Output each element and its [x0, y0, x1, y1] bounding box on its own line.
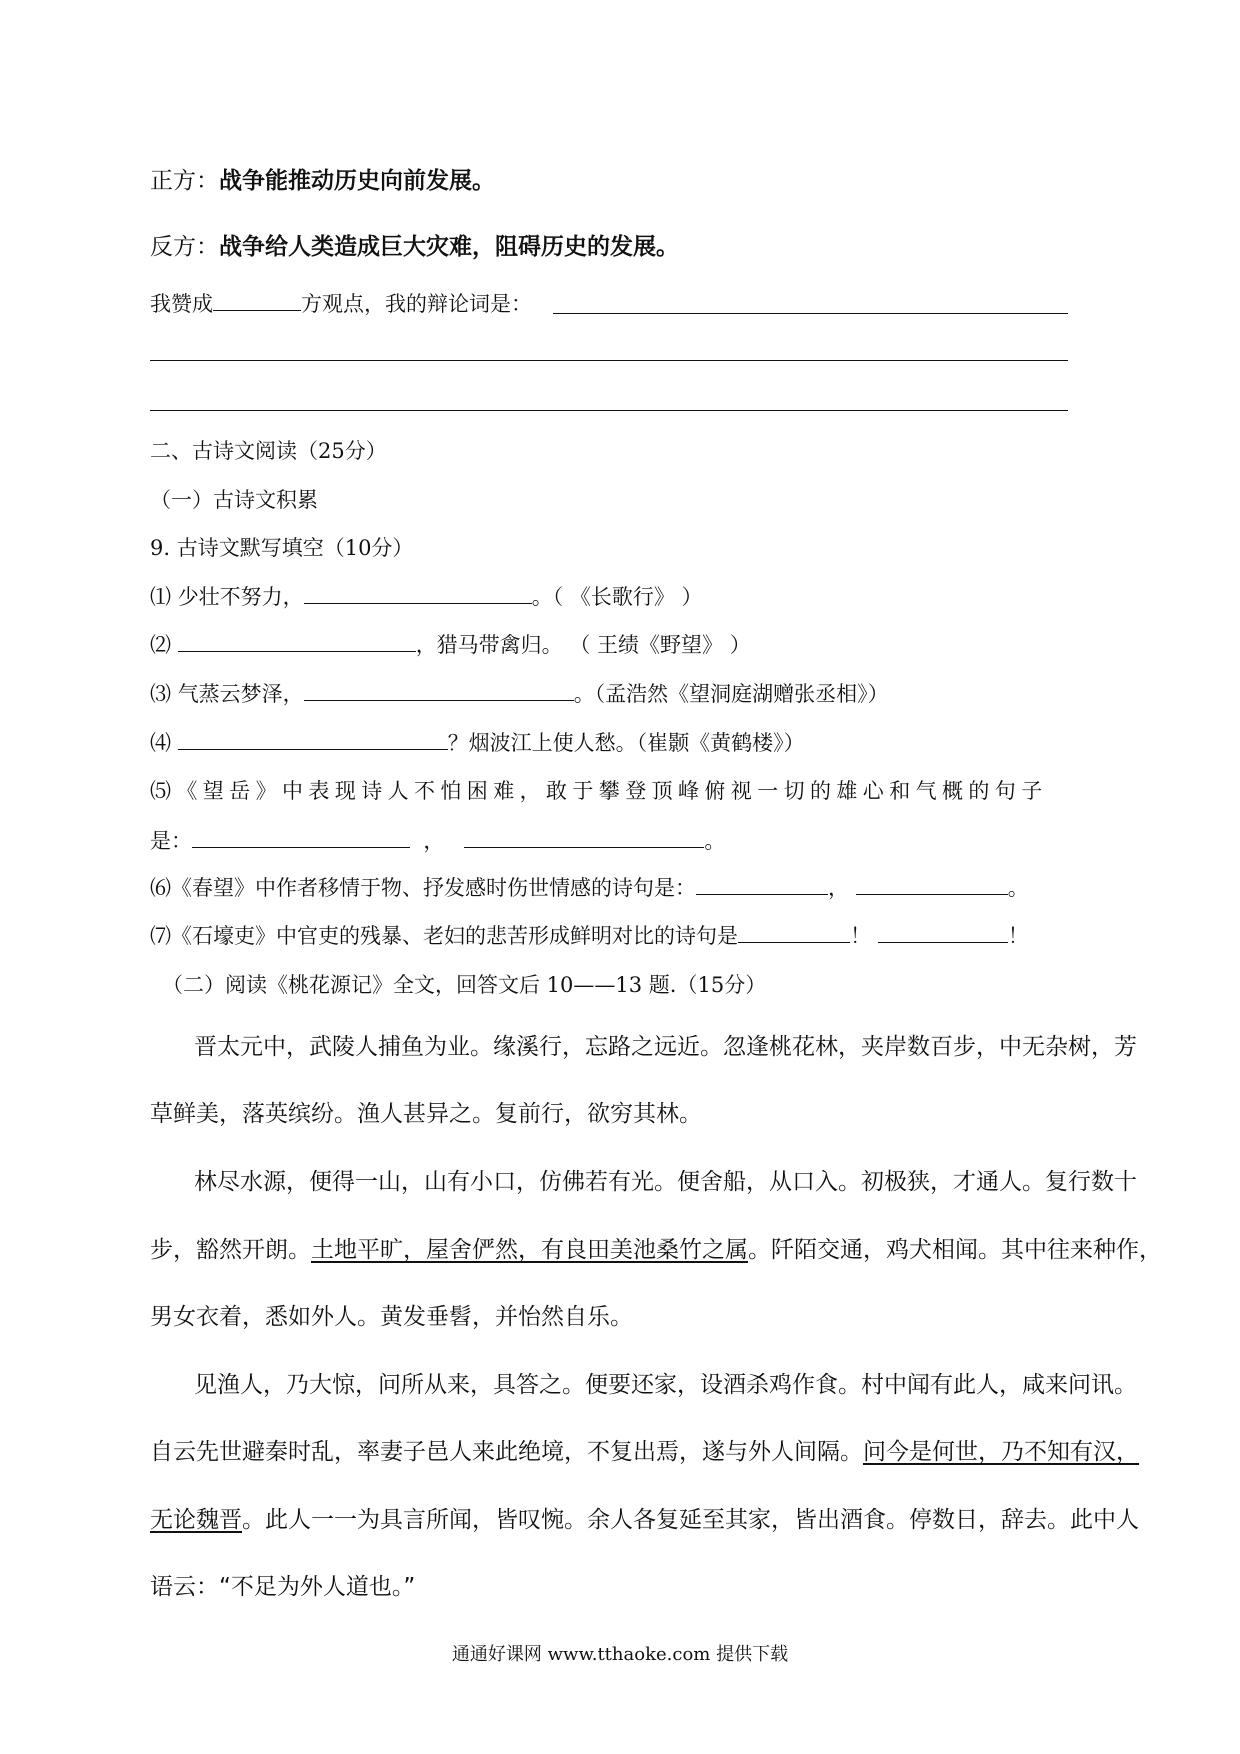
item-5-line-1: ⑸《望岳》中表现诗人不怕困难，敢于攀登顶峰俯视一切的雄心和气概的句子: [150, 779, 1048, 803]
passage-p3-line-4: 语云：“不足为外人道也。”: [150, 1574, 416, 1600]
item-4: [150, 728, 805, 758]
passage-text: 步，豁然开朗。: [150, 1237, 311, 1263]
fill-blank[interactable]: [878, 922, 1008, 943]
question-9-title: 9. 古诗文默写填空（10分）: [150, 536, 414, 560]
item-5-line-2: [150, 826, 725, 856]
page-footer: 通通好课网 www.tthaoke.com 提供下载: [451, 1644, 789, 1665]
item-text: 少壮不努力，: [177, 585, 304, 609]
item-source: 。（孟浩然《望洞庭湖赠张丞相》）: [573, 682, 889, 706]
fill-blank[interactable]: [304, 583, 532, 604]
fill-blank[interactable]: [738, 922, 850, 943]
subsection-1-title: （一）古诗文积累: [150, 488, 318, 512]
fill-blank[interactable]: [178, 729, 448, 750]
exclamation: ！: [1007, 924, 1029, 948]
passage-text: 。阡陌交通，鸡犬相闻。其中往来种作，: [748, 1237, 1162, 1263]
con-text: 战争给人类造成巨大灾难，阻碍历史的发展。: [219, 234, 679, 260]
answer-line-1[interactable]: [553, 313, 1068, 314]
item-source: 。（ 《长歌行》 ）: [531, 585, 703, 609]
passage-p2-line-1: 林尽水源，便得一山，山有小口，仿佛若有光。便舍船，从口入。初极狭，才通人。复行数十: [194, 1169, 1137, 1195]
con-label: 反方：: [150, 234, 219, 260]
item-2: [150, 630, 751, 660]
fill-blank[interactable]: [192, 827, 410, 848]
item-3: [150, 679, 889, 709]
passage-p1-line-1: 晋太元中，武陵人捕鱼为业。缘溪行，忘路之远近。忽逢桃花林，夹岸数百步，中无杂树，芳: [194, 1034, 1137, 1060]
fill-blank[interactable]: [696, 874, 828, 895]
underlined-sentence: 无论魏晋: [150, 1507, 242, 1533]
period: 。: [704, 829, 726, 853]
pro-label: 正方：: [150, 168, 219, 194]
period: 。: [1007, 876, 1029, 900]
opinion-prefix: 我赞成: [150, 292, 213, 316]
passage-p3-line-3: [150, 1505, 1139, 1535]
side-blank[interactable]: [213, 290, 301, 311]
fill-blank[interactable]: [178, 631, 416, 652]
item-6: [150, 873, 1029, 903]
pro-statement: [150, 166, 495, 196]
comma: ，: [423, 829, 445, 853]
exclamation: ！: [850, 924, 871, 948]
fill-blank[interactable]: [464, 827, 704, 848]
passage-text: 自云先世避秦时乱，率妻子邑人来此绝境，不复出焉，遂与外人间隔。: [150, 1439, 863, 1465]
passage-p3-line-1: 见渔人，乃大惊，问所从来，具答之。便要还家，设酒杀鸡作食。村中闻有此人，咸来问讯。: [194, 1372, 1137, 1398]
item-text: 是：: [150, 829, 192, 853]
passage-text: 。此人一一为具言所闻，皆叹惋。余人各复延至其家，皆出酒食。停数日，辞去。此中人: [242, 1507, 1139, 1533]
fill-blank[interactable]: [856, 874, 1008, 895]
item-number: ⑴: [150, 585, 171, 609]
subsection-2-title: （二）阅读《桃花源记》全文，回答文后 10——13 题.（15分）: [162, 973, 767, 997]
passage-p2-line-2: [150, 1235, 1162, 1265]
passage-p3-line-2: [150, 1437, 1139, 1467]
item-7: [150, 921, 1029, 951]
item-1: [150, 582, 703, 612]
opinion-suffix: 方观点，我的辩论词是：: [301, 292, 532, 316]
fill-blank[interactable]: [304, 680, 574, 701]
item-number: ⑶: [150, 682, 171, 706]
answer-line-3[interactable]: [150, 410, 1068, 411]
section-title: 二、古诗文阅读（25分）: [150, 439, 387, 463]
underlined-sentence: 土地平旷，屋舍俨然，有良田美池桑竹之属: [311, 1237, 748, 1263]
opinion-line: [150, 289, 532, 319]
item-text: ⑺《石壕吏》中官吏的残暴、老妇的悲苦形成鲜明对比的诗句是: [150, 924, 738, 948]
con-statement: [150, 232, 679, 262]
item-source: ？烟波江上使人愁。（崔颢《黄鹤楼》）: [447, 731, 805, 755]
underlined-sentence: 问今是何世，乃不知有汉，: [863, 1439, 1139, 1465]
passage-p1-line-2: 草鲜美，落英缤纷。渔人甚异之。复前行，欲穷其林。: [150, 1101, 702, 1127]
item-source: ，猎马带禽归。 （ 王绩《野望》 ）: [415, 633, 751, 657]
passage-p2-line-3: 男女衣着，悉如外人。黄发垂髫，并怡然自乐。: [150, 1304, 633, 1330]
pro-text: 战争能推动历史向前发展。: [219, 168, 495, 194]
answer-line-2[interactable]: [150, 360, 1068, 361]
item-text: 气蒸云梦泽，: [177, 682, 304, 706]
item-number: ⑵: [150, 633, 171, 657]
item-number: ⑷: [150, 731, 171, 755]
item-text: ⑹《春望》中作者移情于物、抒发感时伤世情感的诗句是：: [150, 876, 696, 900]
comma: ，: [828, 876, 849, 900]
